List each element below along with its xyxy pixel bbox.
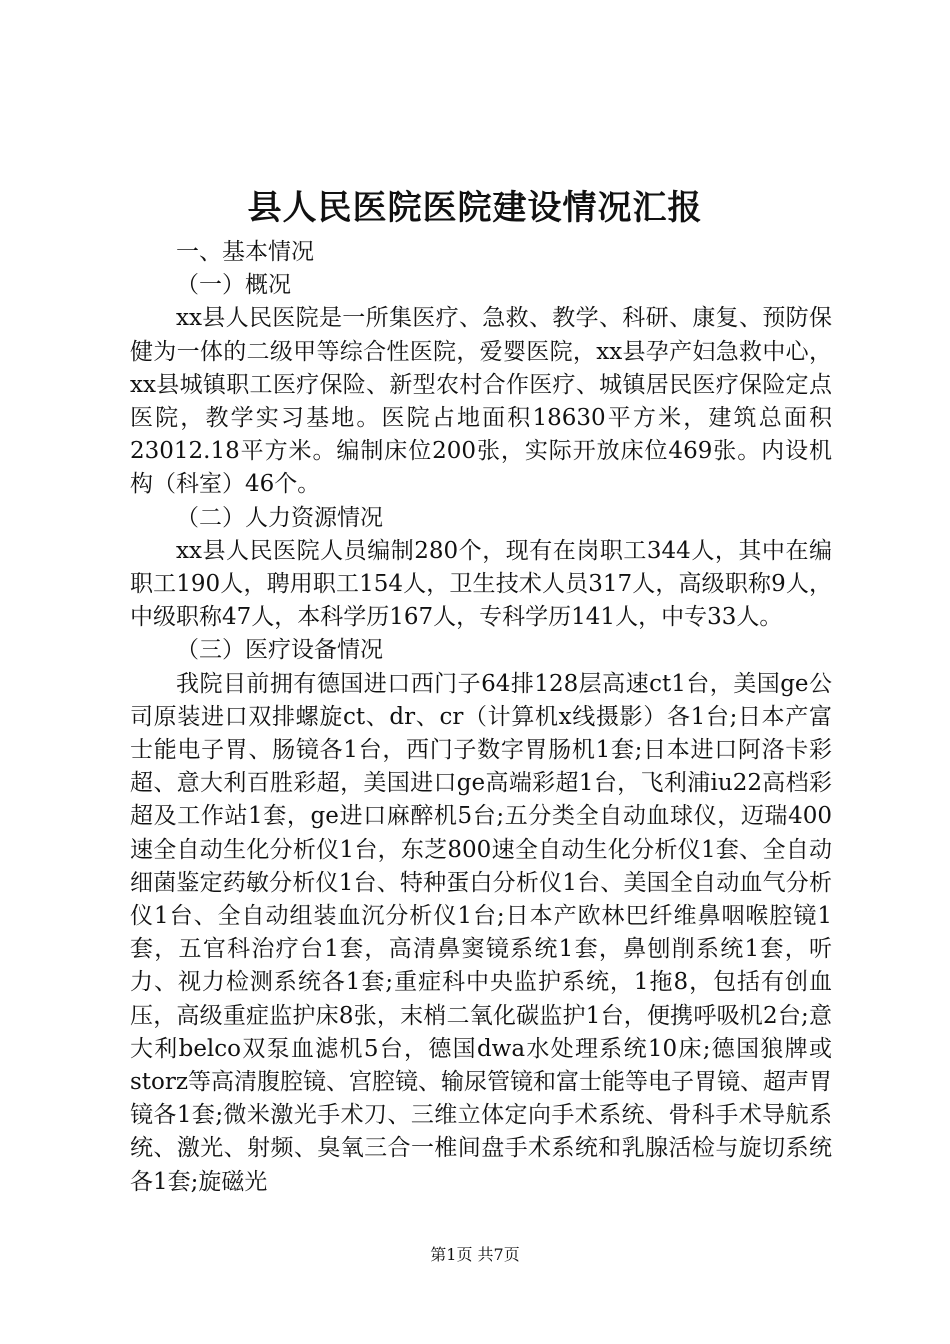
paragraph-equipment: 我院目前拥有德国进口西门子64排128层高速ct1台，美国ge公司原装进口双排螺旋ct、dr、cr（计算机x线摄影）各1台;日本产富士能电子胃、肠镜各1台，西门子数字胃肠机1套;日本进口阿洛卡彩超、意大利百胜彩超，美国进口ge高端彩超1台，飞利浦iu22高档彩超及工作站1套，ge进口麻醉机5台;五分类全自动血球仪，迈瑞400速全自动生化分析仪1台，东芝800速全自动生化分析仪1套、全自动细菌鉴定药敏分析仪1台、特种蛋白分析仪1台、美国全自动血气分析仪1台、全自动组装血沉分析仪1台;日本产欧林巴纤维鼻咽喉腔镜1套，五官科治疗台1套，高清鼻窦镜系统1套，鼻刨削系统1套，听力、视力检测系统各1套;重症科中央监护系统，1拖8，包括有创血压，高级重症监护床8张，末梢二氧化碳监护1台，便携呼吸机2台;意大利belco双泵血滤机5台，德国dwa水处理系统10床;德国狼牌或storz等高清腹腔镜、宫腔镜、输尿管镜和富士能等电子胃镜、超声胃镜各1套;微米激光手术刀、三维立体定向手术系统、骨科手术导航系统、激光、射频、臭氧三合一椎间盘手术系统和乳腺活检与旋切系统各1套;旋磁光 [130, 670, 833, 1195]
subheading-human-resources: （二）人力资源情况 [176, 504, 383, 531]
document-body [130, 236, 832, 1199]
paragraph-overview: xx县人民医院是一所集医疗、急救、教学、科研、康复、预防保健为一体的二级甲等综合性医院，爱婴医院，xx县孕产妇急救中心，xx县城镇职工医疗保险、新型农村合作医疗、城镇居民医疗保险定点医院，教学实习基地。医院占地面积18630平方米，建筑总面积23012.18平方米。编制床位200张，实际开放床位469张。内设机构（科室）46个。 [130, 305, 832, 498]
paragraph-human-resources: xx县人民医院人员编制280个，现有在岗职工344人，其中在编职工190人，聘用职工154人，卫生技术人员317人，高级职称9人，中级职称47人，本科学历167人，专科学历141人，中专33人。 [130, 537, 832, 631]
section-heading-basic: 一、基本情况 [176, 239, 314, 265]
document-title: 县人民医院医院建设情况汇报 [247, 188, 703, 228]
page-indicator: 第1页 共7页 [430, 1245, 520, 1264]
subheading-equipment: （三）医疗设备情况 [176, 637, 383, 664]
subheading-overview: （一）概况 [176, 272, 291, 299]
